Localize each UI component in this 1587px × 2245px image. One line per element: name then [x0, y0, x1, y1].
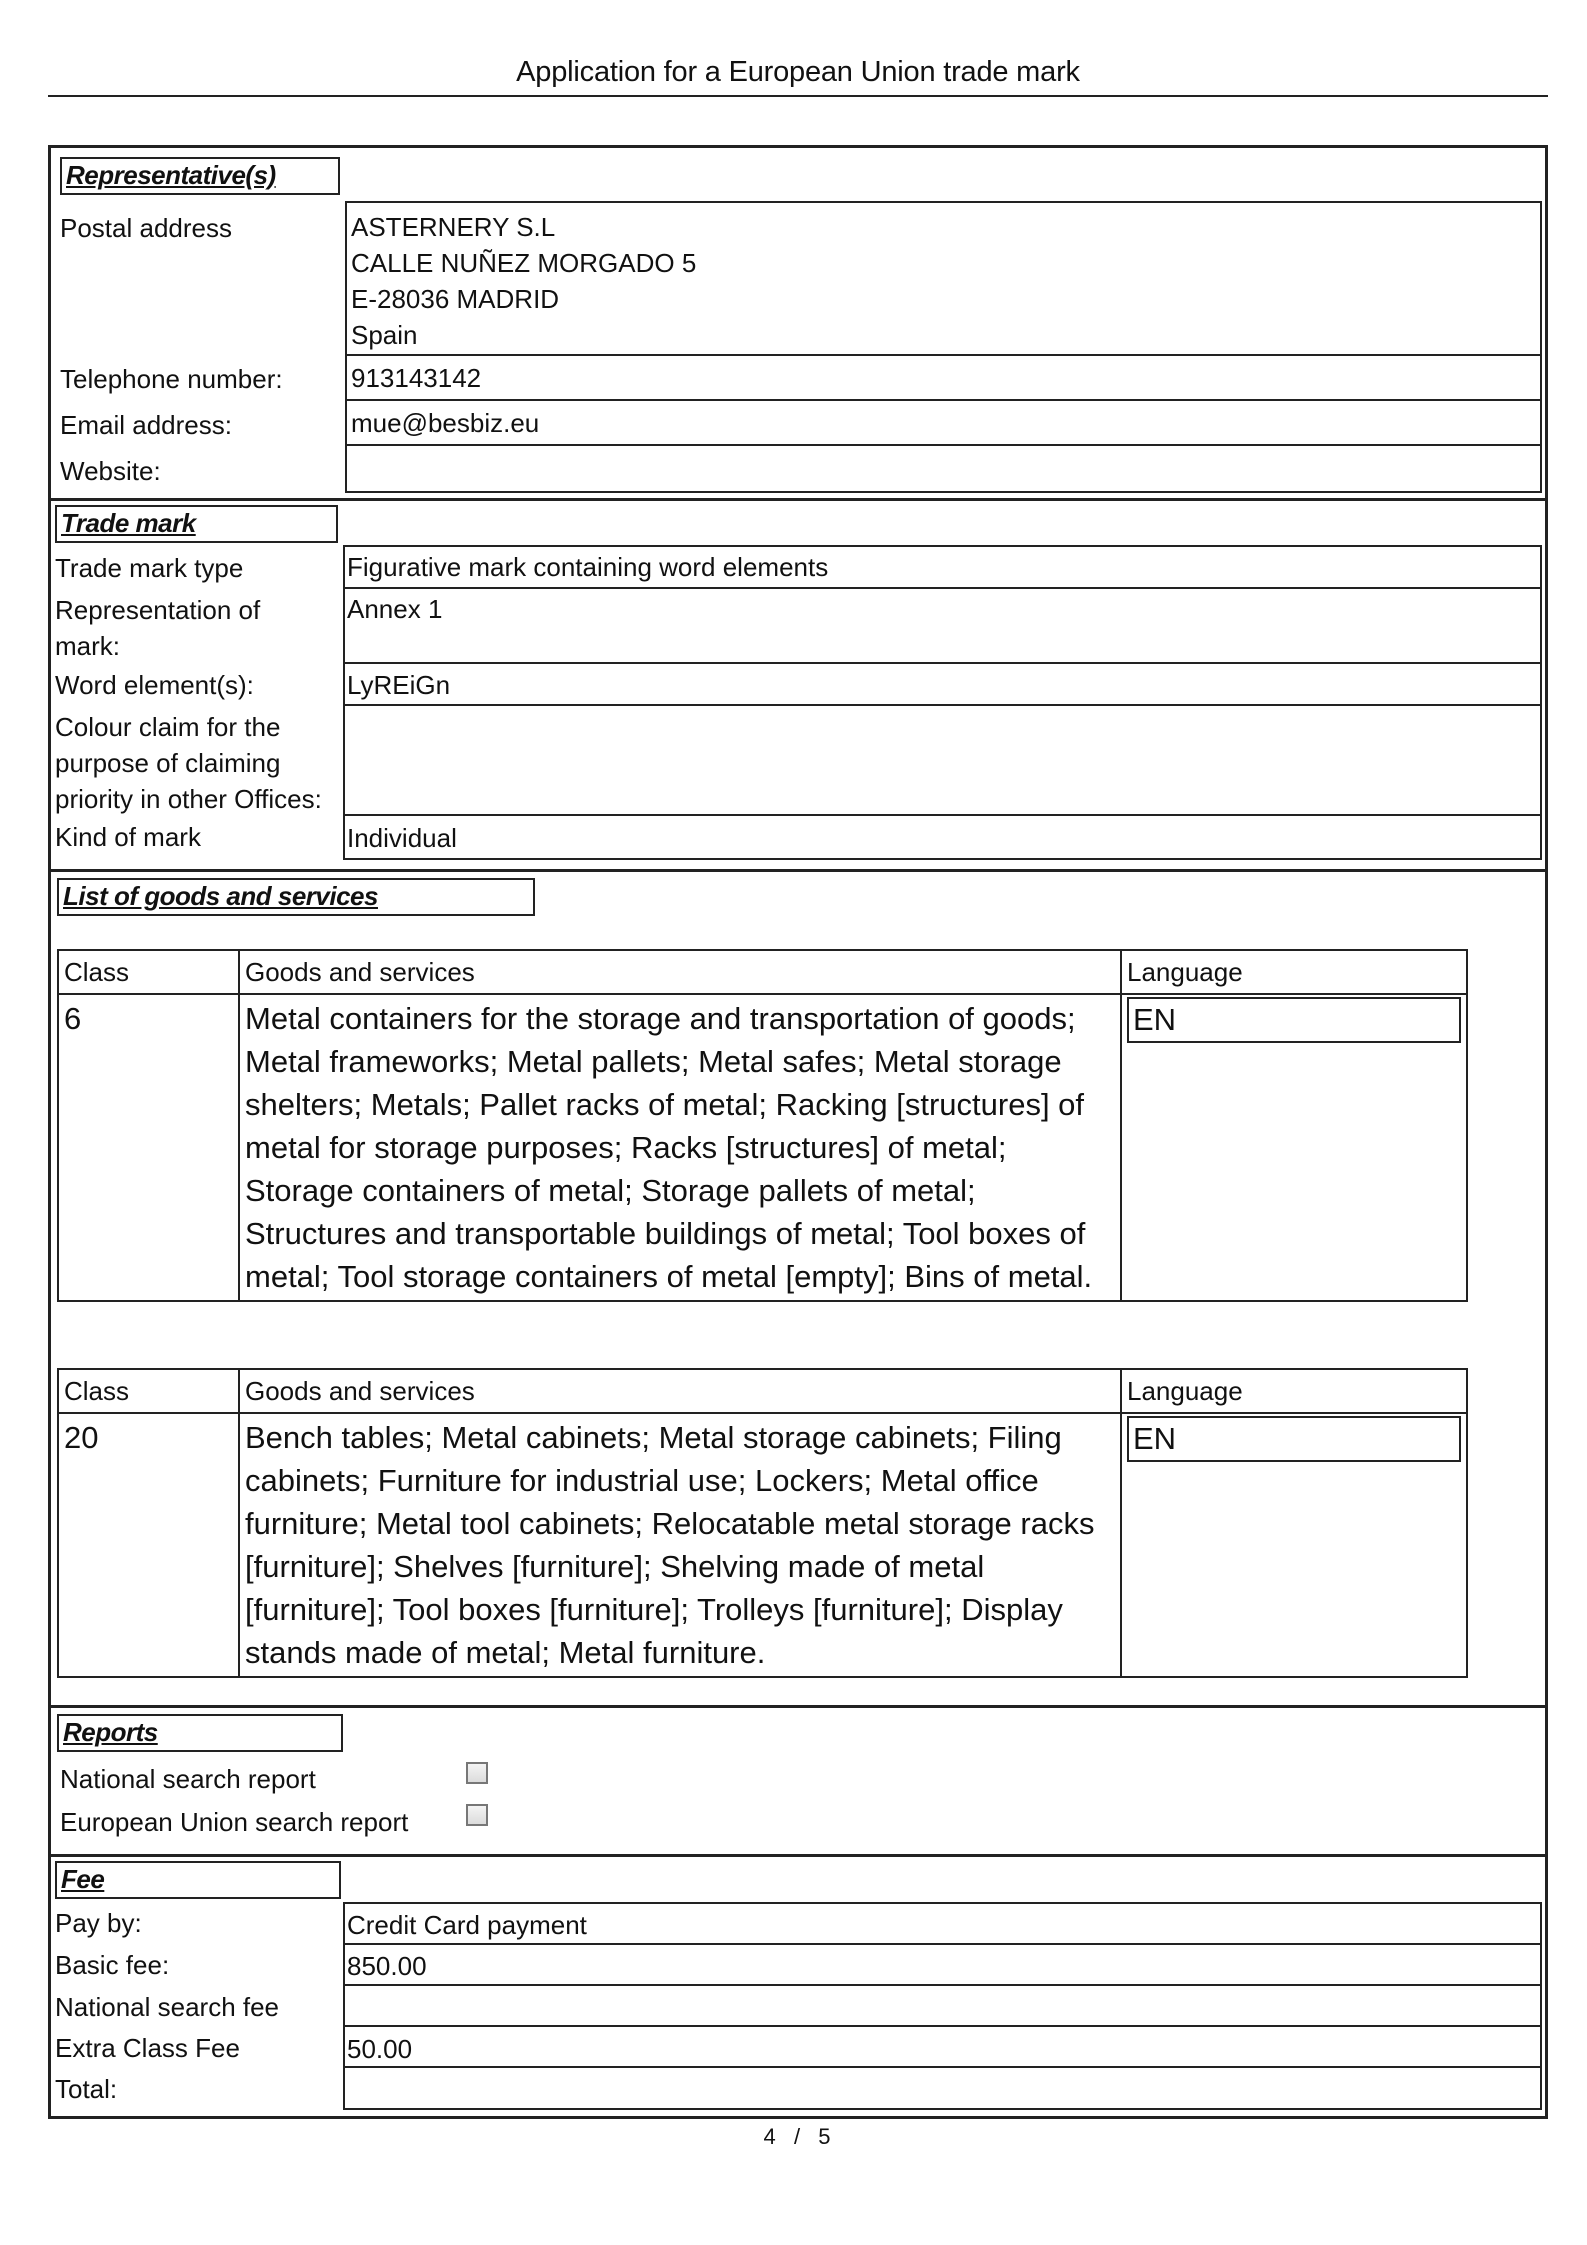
table-row	[58, 1413, 1467, 1677]
reports-section	[51, 1705, 1545, 1854]
eu-search-report-checkbox[interactable]	[466, 1804, 488, 1826]
basic-fee-label: Basic fee:	[55, 1950, 170, 1980]
trade-mark-type-label: Trade mark type	[55, 553, 244, 583]
postal-address-field[interactable]: ASTERNERY S.L CALLE NUÑEZ MORGADO 5 E-28036 MADRID Spain	[345, 201, 1542, 356]
website-field[interactable]	[345, 444, 1542, 493]
goods-description: Bench tables; Metal cabinets; Metal storage cabinets; Filing cabinets; Furniture for industrial use; Lockers; Metal office furniture; Metal tool cabinets; Relocatable metal storage racks [furniture]; Shelves [furniture]; Shelving made of metal [furniture]; Tool boxes [furniture]; Trolleys [furniture]; Display stands made of metal; Metal furniture.	[239, 1413, 1121, 1677]
language-field[interactable]: EN	[1127, 1416, 1461, 1462]
page-title: Application for a European Union trade mark	[516, 56, 1080, 88]
goods-header: Goods and services	[239, 1369, 1121, 1413]
national-search-fee-field[interactable]	[343, 1984, 1542, 2027]
basic-fee-field[interactable]: 850.00	[343, 1943, 1542, 1986]
language-header: Language	[1121, 1369, 1467, 1413]
title-divider	[48, 95, 1548, 97]
page-separator: /	[793, 2124, 803, 2149]
kind-of-mark-label: Kind of mark	[55, 822, 201, 852]
goods-services-heading: List of goods and services	[57, 878, 535, 916]
goods-table-header	[58, 1369, 1467, 1413]
goods-header: Goods and services	[239, 950, 1121, 994]
fee-section	[51, 1854, 1545, 2116]
goods-description: Metal containers for the storage and transportation of goods; Metal frameworks; Metal pallets; Metal safes; Metal storage shelters; Metals; Pallet racks of metal; Racking [structures] of metal for storage purposes; Racks [structures] of metal; Storage containers of metal; Storage pallets of metal; Structures and transportable buildings of metal; Tool boxes of metal; Tool storage containers of metal [empty]; Bins of metal.	[239, 994, 1121, 1301]
website-label: Website:	[60, 456, 161, 486]
application-form	[48, 145, 1548, 2119]
representation-label: Representation of mark:	[55, 595, 261, 661]
goods-services-section	[51, 869, 1545, 1705]
telephone-field[interactable]: 913143142	[345, 354, 1542, 401]
pay-by-label: Pay by:	[55, 1908, 142, 1938]
total-label: Total:	[55, 2074, 118, 2104]
word-elements-label: Word element(s):	[55, 670, 254, 700]
class-number: 20	[58, 1413, 239, 1677]
class-header: Class	[58, 950, 239, 994]
goods-table-class-20	[57, 1368, 1468, 1678]
representative-heading: Representative(s)	[60, 157, 340, 195]
extra-class-fee-label: Extra Class Fee	[55, 2033, 240, 2063]
word-elements-field[interactable]: LyREiGn	[343, 662, 1542, 706]
goods-table-header	[58, 950, 1467, 994]
total-field[interactable]	[343, 2066, 1542, 2110]
national-search-fee-label: National search fee	[55, 1992, 280, 2022]
email-label: Email address:	[60, 410, 232, 440]
table-row	[58, 994, 1467, 1301]
class-number: 6	[58, 994, 239, 1301]
telephone-label: Telephone number:	[60, 364, 283, 394]
page-number	[48, 2124, 1548, 2150]
trade-mark-type-field[interactable]: Figurative mark containing word elements	[343, 545, 1542, 589]
colour-claim-field[interactable]	[343, 704, 1542, 816]
extra-class-fee-field[interactable]: 50.00	[343, 2025, 1542, 2068]
email-field[interactable]: mue@besbiz.eu	[345, 399, 1542, 446]
current-page: 4	[763, 2124, 778, 2149]
class-header: Class	[58, 1369, 239, 1413]
total-pages: 5	[818, 2124, 833, 2149]
goods-table-class-6	[57, 949, 1468, 1302]
trade-mark-heading: Trade mark	[55, 505, 338, 543]
reports-heading: Reports	[57, 1714, 343, 1752]
eu-search-report-label: European Union search report	[60, 1807, 409, 1837]
national-search-report-checkbox[interactable]	[466, 1762, 488, 1784]
postal-address-label: Postal address	[60, 213, 232, 243]
representative-section	[51, 148, 1545, 498]
fee-heading: Fee	[55, 1861, 341, 1899]
trade-mark-section	[51, 498, 1545, 869]
national-search-report-label: National search report	[60, 1764, 316, 1794]
kind-of-mark-field[interactable]: Individual	[343, 814, 1542, 860]
language-header: Language	[1121, 950, 1467, 994]
representation-field[interactable]: Annex 1	[343, 587, 1542, 664]
colour-claim-label: Colour claim for the purpose of claiming priority in other Offices:	[55, 712, 322, 814]
language-field[interactable]: EN	[1127, 997, 1461, 1043]
pay-by-field[interactable]: Credit Card payment	[343, 1902, 1542, 1945]
